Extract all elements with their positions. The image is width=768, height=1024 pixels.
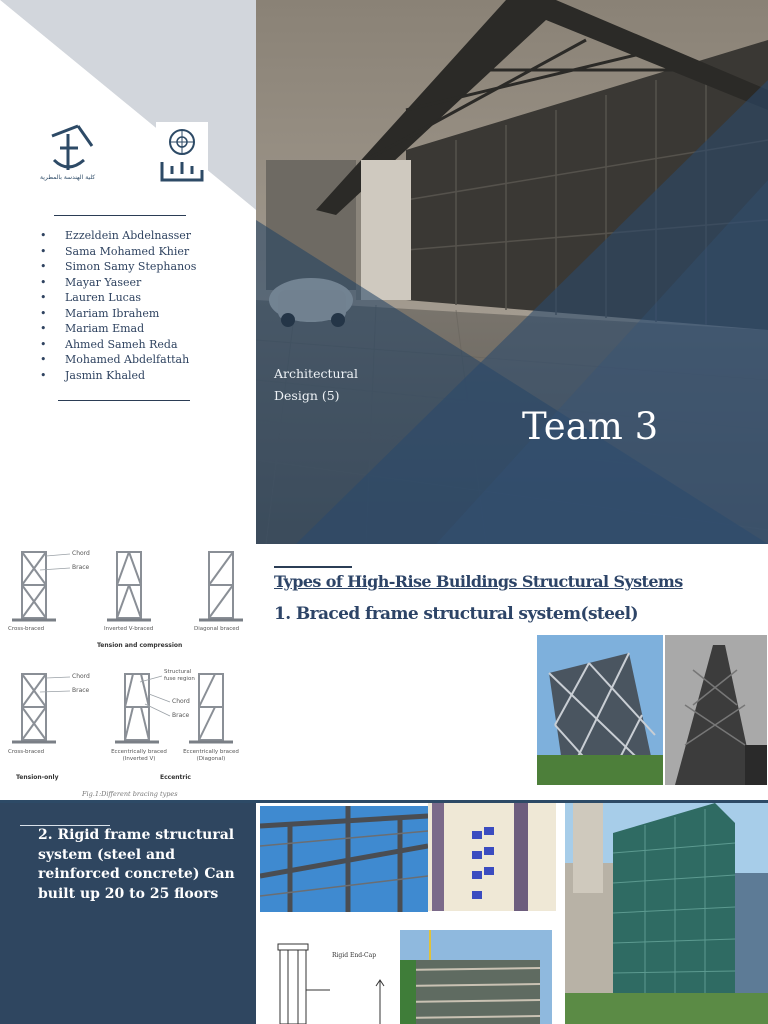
faculty-logo-text: كلية الهندسة بالمطرية [40, 174, 96, 181]
figure-caption: Fig.1:Different bracing types [82, 790, 178, 798]
braced-tower-photo-2 [665, 635, 767, 785]
bracing-types-figure [0, 544, 256, 802]
caption-tension-compression: Tension and compression [97, 642, 183, 649]
member-item: • Ahmed Sameh Reda [40, 337, 196, 353]
team-title: Team 3 [522, 405, 659, 448]
university-logo [156, 122, 208, 188]
label-brace: Brace [72, 687, 90, 694]
rigid-tower-photo [565, 803, 768, 1024]
member-item: • Mayar Yaseer [40, 275, 196, 291]
label-chord: Chord [72, 673, 90, 680]
course-line-2: Design (5) [274, 388, 340, 403]
university-logo-text [160, 182, 165, 183]
member-item: • Lauren Lucas [40, 290, 196, 306]
type-cross-braced: Cross-braced [8, 749, 45, 755]
member-item: • Sama Mohamed Khier [40, 244, 196, 260]
bracing-diagram [0, 544, 256, 802]
label-brace: Brace [172, 712, 190, 719]
members-bottom-rule [58, 400, 190, 401]
label-fuse-region: Structural fuse region [164, 669, 195, 682]
course-line-1: Architectural [274, 366, 358, 381]
caption-eccentric: Eccentric [160, 774, 191, 781]
member-item: • Mariam Emad [40, 321, 196, 337]
label-brace: Brace [72, 564, 90, 571]
building-photo-illustration [256, 0, 768, 544]
rigid-end-cap-detail [270, 930, 396, 1024]
type-diagonal: Diagonal braced [194, 626, 240, 632]
type-eccentric-diagonal: Eccentrically braced (Diagonal) [183, 749, 239, 762]
structural-3d-model [428, 803, 556, 911]
cover-photo [256, 0, 768, 544]
course-name [274, 363, 394, 407]
section-title: Types of High-Rise Buildings Structural Systems [274, 572, 683, 591]
rigid-frame-description: 2. Rigid frame structural system (steel and reinforced concrete) Can built up 20 to 25 floors [38, 827, 235, 902]
member-item: • Mohamed Abdelfattah [40, 352, 196, 368]
label-chord: Chord [72, 550, 90, 557]
braced-tower-photo-1 [537, 635, 663, 785]
section-rule [274, 566, 352, 568]
member-item: • Simon Samy Stephanos [40, 259, 196, 275]
caption-tension-only: Tension-only [16, 774, 59, 781]
member-item: • Jasmin Khaled [40, 368, 196, 384]
member-item: • Ezzeldein Abdelnasser [40, 228, 196, 244]
team-members-list [40, 228, 196, 383]
section-subtitle: 1. Braced frame structural system(steel) [274, 604, 638, 624]
members-top-rule [54, 215, 186, 216]
type-inverted-v: Inverted V-braced [104, 626, 154, 632]
label-chord: Chord [172, 698, 190, 705]
type-cross-braced: Cross-braced [8, 626, 45, 632]
member-item: • Mariam Ibrahem [40, 306, 196, 322]
logos [40, 120, 212, 190]
concrete-frame-photo [400, 930, 552, 1024]
steel-frame-photo [260, 806, 428, 912]
type-eccentric-inverted-v: Eccentrically braced (Inverted V) [111, 749, 167, 762]
rigid-end-cap-label: Rigid End-Cap [332, 952, 377, 959]
